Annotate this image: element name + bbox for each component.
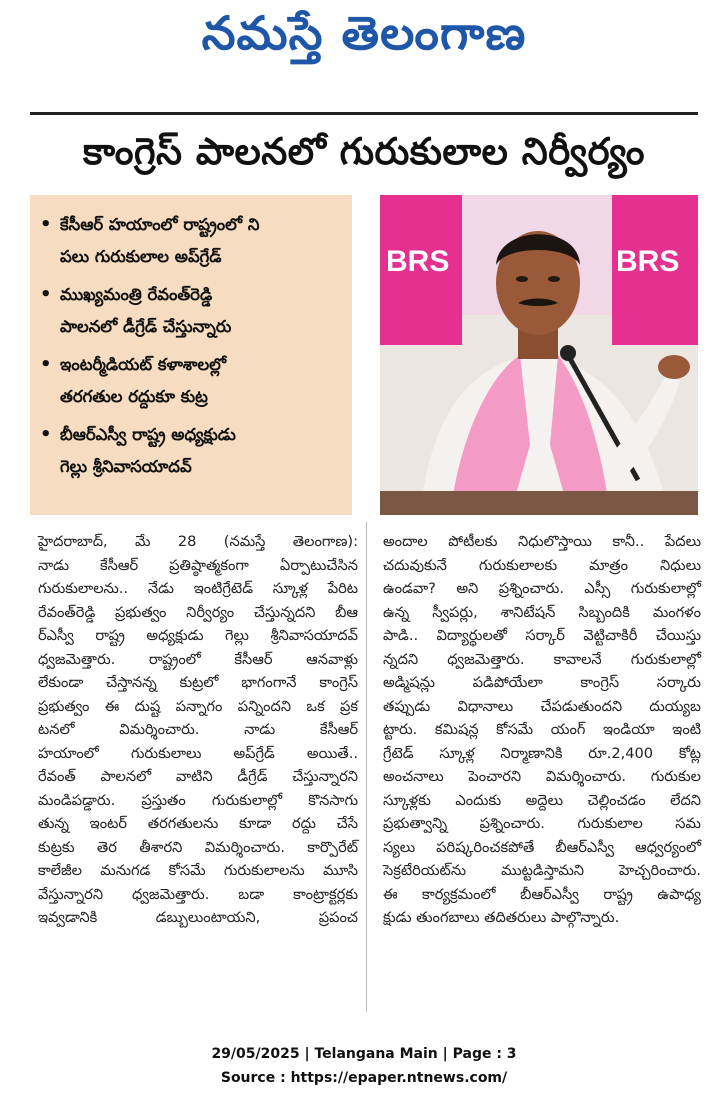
headline-top-rule [30,112,698,115]
article-line: అంచనాలు పెంచారని విమర్శించారు. గురుకుల [383,768,701,785]
highlight-line: గెల్లు శ్రీనివాసయాదవ్ [60,457,192,476]
highlight-line: తరగతుల రద్దుకూ కుట్ర [60,387,208,406]
article-line: పాడి.. విద్యార్థులతో సర్కార్ వెట్టిచాకిరీ చేయిస్తు [383,627,701,644]
bullet-icon: • [40,354,52,375]
article-line: నాడు కేసీఆర్ ప్రతిష్ఠాత్మకంగా ఏర్పాటుచేసిన [38,556,358,574]
column-divider [366,522,367,1012]
article-line: లేకుండా చేస్తానన్న కుట్రలో భాగంగానే కాంగ్రెస్ [38,674,358,691]
article-line: సెక్రటేరియట్‌ను ముట్టడిస్తామని హెచ్చరించారు. [383,862,701,879]
brs-banner-right-text: BRS [616,245,680,278]
article-right-column [383,530,701,930]
article-line: అందాల పోటీలకు నిధులొస్తాయి కానీ.. పేదలు [383,533,701,550]
article-line: ట్టారు. కమిషన్ల కోసమే యంగ్ ఇండియా ఇంటి [383,721,701,738]
highlight-line: బీఆర్‌ఎస్వీ రాష్ట్ర అధ్యక్షుడు [60,425,236,444]
masthead-title: నమస్తే తెలంగాణ [201,6,527,60]
article-line: తప్పుడు విధానాలు చేపడుతుందని దుయ్యబ [383,697,701,715]
article-line: రేవంత్‌రెడ్డి ప్రభుత్వం నిర్వీర్యం చేస్తున్నదని బీఆ [38,603,358,621]
highlight-line: ఇంటర్మీడియట్ కళాశాలల్లో [60,355,227,374]
footer-source-link[interactable]: Source : https://epaper.ntnews.com/ [220,1070,508,1086]
article-line: హైదరాబాద్, మే 28 (నమస్తే తెలంగాణ): [38,533,358,550]
headline: కాంగ్రెస్ పాలనలో గురుకులాల నిర్వీర్యం [83,130,645,173]
article-line: ఇవ్వడానికి డబ్బులుంటాయని, ప్రపంచ [38,909,358,926]
article-line: హయాంలో గురుకులాలు అప్‌గ్రేడ్ అయితే.. [38,744,358,762]
article-line: ఉన్న స్వీపర్లు, శానిటేషన్ సిబ్బందికి మంగళం [383,603,701,621]
article-line: ఉండవా? అని ప్రశ్నించారు. ఎస్సీ గురుకులాల్లో [383,580,701,597]
article-line: వేస్తున్నారని ధ్వజమెత్తారు. బడా కాంట్రాక్టర్లకు [38,885,358,903]
highlights-box [30,195,352,515]
bullet-icon: • [40,214,52,235]
highlight-line: కేసీఆర్ హయాంలో రాష్ట్రంలో ని [60,215,260,234]
article-line: స్యలు పరిష్కరించకపోతే బీఆర్‌ఎస్వీ ఆధ్వర్యంలో [383,838,701,856]
bullet-icon: • [40,424,52,445]
article-line: ర్‌ఎస్వీ రాష్ట్ర అధ్యక్షుడు గెల్లు శ్రీనివాసయాదవ్ [38,627,358,644]
footer-edition-info: 29/05/2025 | Telangana Main | Page : 3 [211,1046,517,1062]
article-line: మండిపడ్డారు. ప్రస్తుతం గురుకులాల్లో కొనసాగు [38,791,358,809]
highlight-item [40,419,342,483]
article-line: కుట్రకు తెర తీశారని విమర్శించారు. కార్పొరేట్ [38,838,358,856]
article-line: గురుకులాలను.. నేడు ఇంటిగ్రేటెడ్ స్కూళ్ల పేరిట [38,580,358,597]
highlight-line: పాలనలో డీగ్రేడ్ చేస్తున్నారు [60,317,232,336]
brs-banner-left-text: BRS [386,245,450,278]
article-line: కాలేజీల మనుగడ కోసమే గురుకులాలను మూసి [38,862,358,879]
article-line: ప్రభుత్వం ఈ దుష్ట పన్నాగం పన్నిందని ఒక ప్రక [38,697,358,715]
article-line: తున్న ఇంటర్ తరగతులను కూడా రద్దు చేసే [38,815,358,832]
highlight-item [40,279,342,343]
article-line: రేవంత్ పాలనలో వాటిని డీగ్రేడ్ చేస్తున్నారని [38,768,358,785]
article-line: ధ్వజమెత్తారు. రాష్ట్రంలో కేసీఆర్ ఆనవాళ్లు [38,650,358,668]
article-line: క్షుడు తుంగబాలు తదితరులు పాల్గొన్నారు. [383,909,620,926]
speaker-photo-illustration [380,195,698,515]
highlight-item [40,209,342,273]
article-line: ప్రభుత్వాన్ని ప్రశ్నించారు. గురుకులాల సమ [383,815,701,832]
highlight-line: పలు గురుకులాల అప్‌గ్రేడ్ [60,247,222,266]
article-line: ఈ కార్యక్రమంలో బీఆర్‌ఎస్వీ రాష్ట్ర ఉపాధ్య [383,885,701,903]
article-line: స్కూళ్లకు ఎందుకు అద్దెలు చెల్లించడం లేదని [383,791,701,809]
article-line: గ్రేటెడ్ స్కూళ్ల నిర్మాణానికి రూ.2,400 కోట్ల [383,744,701,762]
article-line: చదువుకునే గురుకులాలకు మాత్రం నిధులు [383,556,701,574]
bullet-icon: • [40,284,52,305]
highlight-line: ముఖ్యమంత్రి రేవంత్‌రెడ్డి [60,285,213,304]
speaker-photo [380,195,698,515]
article-left-column [38,530,358,930]
article-line: అడ్మిషన్లు పడిపోయేలా కాంగ్రెస్ సర్కారు [383,674,701,691]
article-line: టనలో విమర్శించారు. నాడు కేసీఆర్ [38,721,358,738]
article-line: న్నదని ధ్వజమెత్తారు. కావాలనే గురుకులాల్లో [383,650,701,668]
highlight-item [40,349,342,413]
